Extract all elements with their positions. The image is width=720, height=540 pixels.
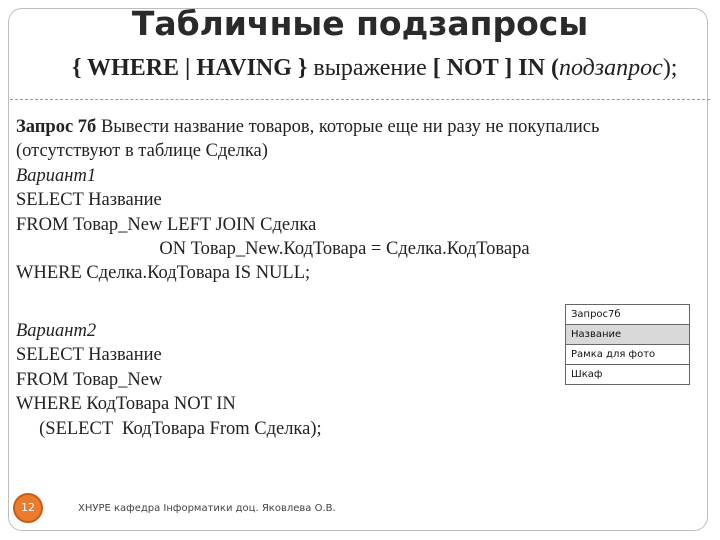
variant1-heading: Вариант1 bbox=[16, 165, 97, 186]
query-description-block bbox=[16, 115, 599, 286]
sql-line: SELECT Название bbox=[16, 345, 162, 366]
sql-line: WHERE Сделка.КодТовара IS NULL; bbox=[16, 263, 311, 284]
footer-text: ХНУРЕ кафедра Інформатики доц. Яковлева О.В. bbox=[78, 503, 336, 514]
query-description-text: Вывести название товаров, которые еще ни разу не покупались bbox=[96, 117, 600, 137]
syntax-expression: выражение bbox=[313, 55, 427, 81]
syntax-not-in: [ NOT ] IN ( bbox=[426, 55, 559, 81]
query-label: Запрос 7б bbox=[16, 117, 97, 137]
result-table-caption: Запрос7б bbox=[566, 305, 690, 325]
sql-line: FROM Товар_New LEFT JOIN Сделка bbox=[16, 214, 317, 235]
sql-line: FROM Товар_New bbox=[16, 369, 163, 390]
result-table-cell: Шкаф bbox=[566, 365, 690, 385]
result-table-cell: Рамка для фото bbox=[566, 345, 690, 365]
query-description bbox=[16, 115, 599, 139]
sql-line: SELECT Название bbox=[16, 190, 162, 211]
syntax-line bbox=[72, 55, 677, 82]
sql-line: ON Товар_New.КодТовара = Сделка.КодТовара bbox=[16, 239, 530, 260]
slide-title: Табличные подзапросы bbox=[131, 4, 589, 43]
sql-line: WHERE КодТовара NOT IN bbox=[16, 394, 236, 415]
sql-line: (SELECT КодТовара From Сделка); bbox=[16, 418, 322, 439]
query-result-table bbox=[565, 304, 690, 385]
variant2-heading: Вариант2 bbox=[16, 321, 97, 341]
result-table-header: Название bbox=[566, 325, 690, 345]
syntax-close: ); bbox=[662, 55, 678, 81]
page-number-badge: 12 bbox=[13, 493, 43, 523]
syntax-clause: { WHERE | HAVING } bbox=[72, 55, 314, 81]
variant2-block bbox=[16, 319, 322, 441]
query-description-line2: (отсутствуют в таблице Сделка) bbox=[16, 141, 268, 162]
section-divider bbox=[10, 99, 710, 100]
syntax-subquery: подзапрос bbox=[558, 55, 663, 81]
